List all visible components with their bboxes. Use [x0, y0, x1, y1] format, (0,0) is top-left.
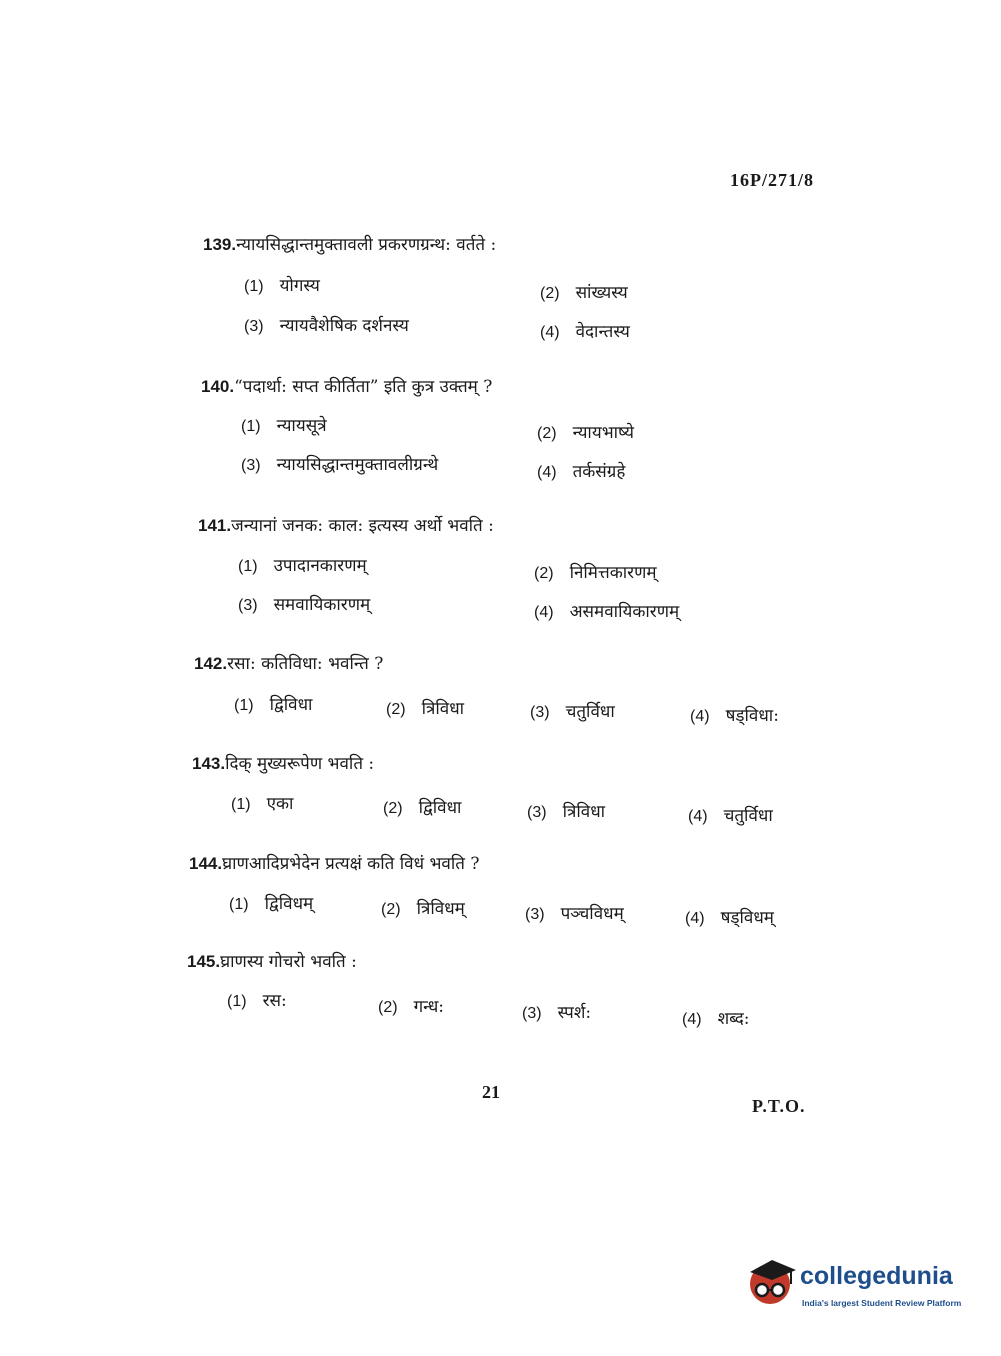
option-text: न्यायसिद्धान्तमुक्तावलीग्रन्थे [276, 455, 439, 475]
option-3 [244, 313, 409, 336]
option-number: (4) [690, 708, 710, 725]
option-number: (2) [378, 999, 398, 1016]
option-3 [525, 901, 624, 924]
option-2 [381, 896, 465, 919]
option-number: (2) [383, 800, 403, 817]
collegedunia-logo-icon [742, 1248, 800, 1314]
option-number: (2) [534, 565, 554, 582]
option-number: (3) [238, 597, 258, 614]
option-number: (1) [229, 896, 249, 913]
question-text: जन्यानां जनक: काल: इत्यस्य अर्थो भवति : [231, 516, 494, 536]
question-stem [187, 949, 357, 972]
option-text: द्विविधा [418, 798, 462, 818]
option-text: त्रिविधा [421, 699, 465, 719]
option-3 [241, 452, 438, 475]
option-text: समवायिकारणम् [273, 595, 371, 615]
option-4 [690, 703, 779, 726]
option-number: (4) [537, 464, 557, 481]
option-text: रस: [262, 991, 287, 1011]
option-text: वेदान्तस्य [575, 322, 630, 342]
question-number: 144. [189, 854, 223, 873]
option-number: (3) [527, 804, 547, 821]
option-number: (3) [530, 704, 550, 721]
option-number: (2) [537, 425, 557, 442]
question-number: 145. [187, 952, 221, 971]
option-text: असमवायिकारणम् [569, 602, 680, 622]
page-number: 21 [482, 1082, 500, 1102]
option-1 [234, 692, 312, 715]
option-number: (2) [540, 285, 560, 302]
option-2 [534, 560, 657, 583]
option-number: (4) [688, 808, 708, 825]
option-2 [540, 280, 628, 303]
question-text: रसा: कतिविधा: भवन्ति ? [227, 654, 384, 674]
option-text: द्विविधम् [264, 894, 314, 914]
option-2 [383, 795, 461, 818]
option-3 [522, 1000, 591, 1023]
option-text: शब्द: [717, 1009, 750, 1029]
option-2 [537, 420, 634, 443]
option-text: एका [266, 794, 294, 814]
option-text: सांख्यस्य [575, 283, 628, 303]
option-4 [682, 1006, 750, 1029]
question-stem [194, 651, 383, 674]
question-stem [192, 751, 374, 774]
question-stem [189, 851, 479, 874]
option-number: (3) [241, 457, 261, 474]
option-1 [231, 791, 293, 814]
option-text: उपादानकारणम् [273, 556, 367, 576]
option-number: (4) [534, 604, 554, 621]
question-number: 141. [198, 516, 232, 535]
question-text: न्यायसिद्धान्तमुक्तावली प्रकरणग्रन्थ: वर्तते : [236, 235, 497, 255]
option-text: चतुर्विधा [723, 806, 773, 826]
option-2 [378, 994, 444, 1017]
option-number: (1) [238, 558, 258, 575]
option-3 [530, 699, 615, 722]
option-number: (1) [241, 418, 261, 435]
option-number: (4) [685, 910, 705, 927]
option-number: (3) [522, 1005, 542, 1022]
option-text: षड्विधा: [725, 706, 779, 726]
option-text: षड्विधम् [720, 908, 774, 928]
option-number: (3) [244, 318, 264, 335]
option-4 [534, 599, 679, 622]
question-stem [198, 513, 494, 536]
option-text: न्यायभाष्ये [572, 423, 634, 443]
option-4 [540, 319, 630, 342]
option-number: (3) [525, 906, 545, 923]
option-text: न्यायसूत्रे [276, 416, 327, 436]
question-text: दिक् मुख्यरूपेण भवति : [225, 754, 375, 774]
option-1 [241, 413, 327, 436]
question-stem [203, 232, 496, 255]
question-text: घ्राणआदिप्रभेदेन प्रत्यक्षं कति विधं भवति ? [222, 854, 480, 874]
pto-label: P.T.O. [752, 1096, 806, 1116]
option-number: (4) [682, 1011, 702, 1028]
option-text: त्रिविधम् [416, 899, 465, 919]
option-number: (1) [244, 278, 264, 295]
question-text: घ्राणस्य गोचरो भवति : [220, 952, 357, 972]
question-text: “पदार्था: सप्त कीर्तिता” इति कुत्र उक्तम् ? [234, 377, 493, 397]
option-text: गन्ध: [413, 997, 445, 1017]
brand-name: collegedunia [800, 1262, 953, 1290]
option-4 [685, 905, 774, 928]
option-text: द्विविधा [269, 695, 313, 715]
option-text: तर्कसंग्रहे [572, 462, 626, 482]
question-number: 139. [203, 235, 237, 254]
option-text: निमित्तकारणम् [569, 563, 657, 583]
option-1 [238, 553, 367, 576]
option-1 [244, 273, 320, 296]
option-number: (4) [540, 324, 560, 341]
option-text: पञ्चविधम् [560, 904, 624, 924]
option-text: स्पर्श: [557, 1003, 592, 1023]
option-3 [238, 592, 370, 615]
brand-tagline: India's largest Student Review Platform [802, 1298, 962, 1308]
option-1 [229, 891, 313, 914]
option-1 [227, 988, 287, 1011]
option-4 [537, 459, 625, 482]
option-number: (1) [227, 993, 247, 1010]
option-4 [688, 803, 773, 826]
option-number: (2) [386, 701, 406, 718]
option-3 [527, 799, 605, 822]
question-stem [201, 374, 492, 397]
option-number: (1) [231, 796, 251, 813]
option-text: योगस्य [279, 276, 320, 296]
question-number: 143. [192, 754, 226, 773]
question-number: 140. [201, 377, 235, 396]
option-text: चतुर्विधा [565, 702, 615, 722]
option-2 [386, 696, 464, 719]
option-number: (2) [381, 901, 401, 918]
option-number: (1) [234, 697, 254, 714]
paper-code: 16P/271/8 [730, 170, 814, 190]
collegedunia-watermark [742, 1248, 972, 1318]
option-text: न्यायवैशेषिक दर्शनस्य [279, 316, 409, 336]
question-number: 142. [194, 654, 228, 673]
option-text: त्रिविधा [562, 802, 606, 822]
